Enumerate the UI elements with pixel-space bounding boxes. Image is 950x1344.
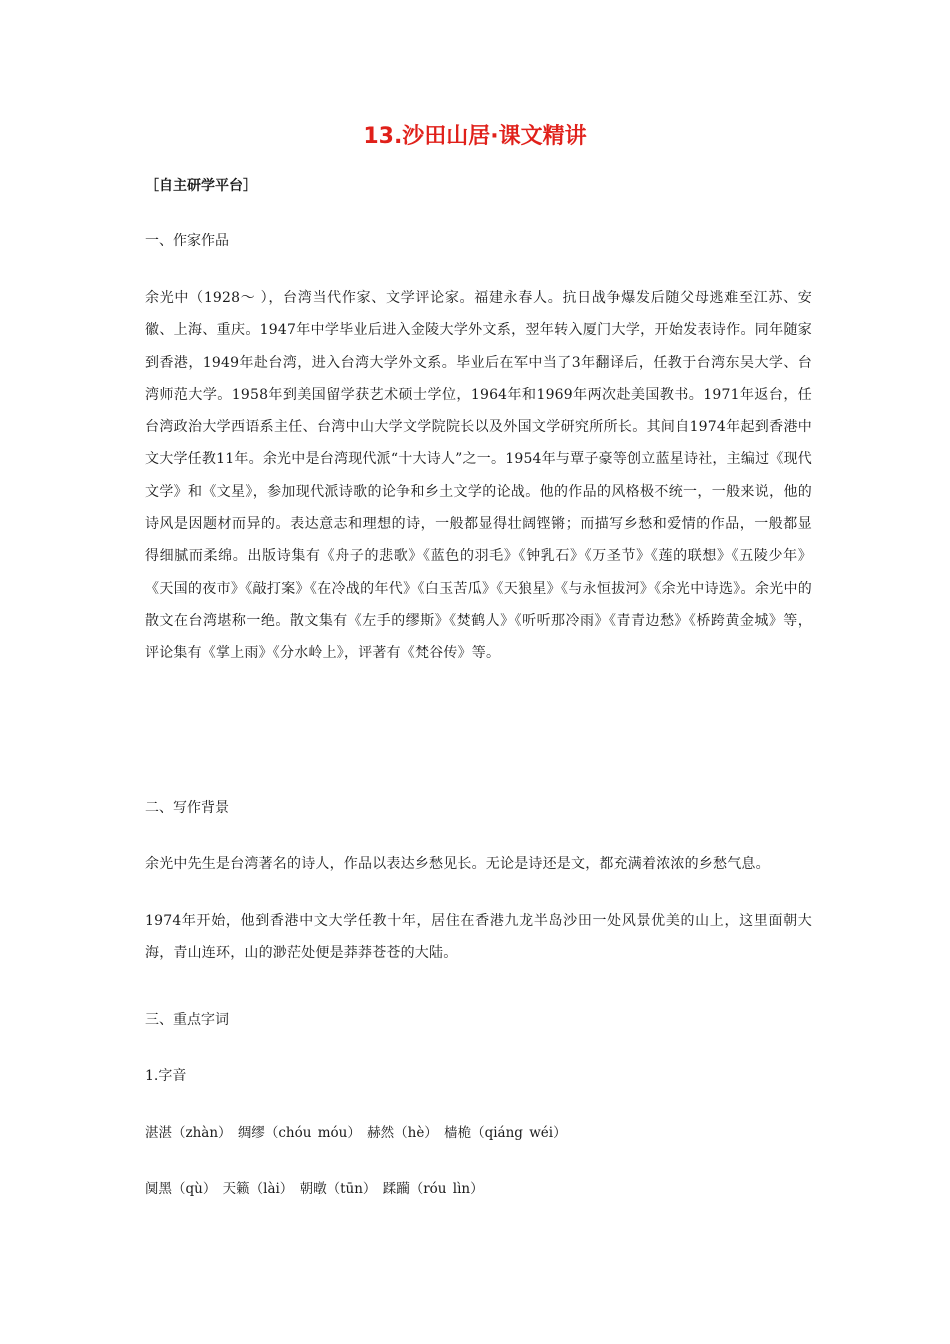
section-heading-writing-background: 二、写作背景: [145, 800, 229, 816]
platform-label: ［自主研学平台］: [145, 178, 257, 194]
subheading-pronunciation: 1.字音: [145, 1068, 187, 1084]
pronunciation-line-1: 湛湛（zhàn） 绸缪（chóu móu） 赫然（hè） 樯桅（qiáng wéi）: [145, 1125, 567, 1141]
page-title: 13.沙田山居·课文精讲: [363, 124, 587, 149]
background-paragraph-1: 余光中先生是台湾著名的诗人，作品以表达乡愁见长。无论是诗还是文，都充满着浓浓的乡愁气息。: [145, 856, 770, 872]
background-paragraph-2: 1974年开始，他到香港中文大学任教十年，居住在香港九龙半岛沙田一处风景优美的山上，这里面朝大海，青山连环，山的渺茫处便是莽莽苍苍的大陆。: [145, 913, 812, 962]
pronunciation-line-2: 阒黑（qù） 天籁（lài） 朝暾（tūn） 蹂躏（róu lìn）: [145, 1181, 484, 1197]
author-biography-paragraph: 余光中（1928～ ），台湾当代作家、文学评论家。福建永春人。抗日战争爆发后随父母逃难至江苏、安徽、上海、重庆。1947年中学毕业后进入金陵大学外文系，翌年转入厦门大学，开始发表诗作。同年随家到香港，1949年赴台湾，进入台湾大学外文系。毕业后在军中当了3年翻译后，任教于台湾东吴大学、台湾师范大学。1958年到美国留学获艺术硕士学位，1964年和1969年两次赴美国教书。1971年返台，任台湾政治大学西语系主任、台湾中山大学文学院院长以及外国文学研究所所长。其间自1974年起到香港中文大学任教11年。余光中是台湾现代派“十大诗人”之一。1954年与覃子豪等创立蓝星诗社，主编过《现代文学》和《文星》，参加现代派诗歌的论争和乡土文学的论战。他的作品的风格极不统一，一般来说，他的诗风是因题材而异的。表达意志和理想的诗，一般都显得壮阔铿锵；而描写乡愁和爱情的作品，一般都显得细腻而柔绵。出版诗集有《舟子的悲歌》《蓝色的羽毛》《钟乳石》《万圣节》《莲的联想》《五陵少年》《天国的夜市》《敲打案》《在冷战的年代》《白玉苦瓜》《天狼星》《与永恒拔河》《余光中诗选》。余光中的散文在台湾堪称一绝。散文集有《左手的缪斯》《焚鹤人》《听听那冷雨》《青青边愁》《桥跨黄金城》等，评论集有《掌上雨》《分水岭上》，评著有《梵谷传》等。: [145, 290, 812, 662]
section-heading-key-words: 三、重点字词: [145, 1012, 229, 1028]
section-heading-author-works: 一、作家作品: [145, 233, 229, 249]
